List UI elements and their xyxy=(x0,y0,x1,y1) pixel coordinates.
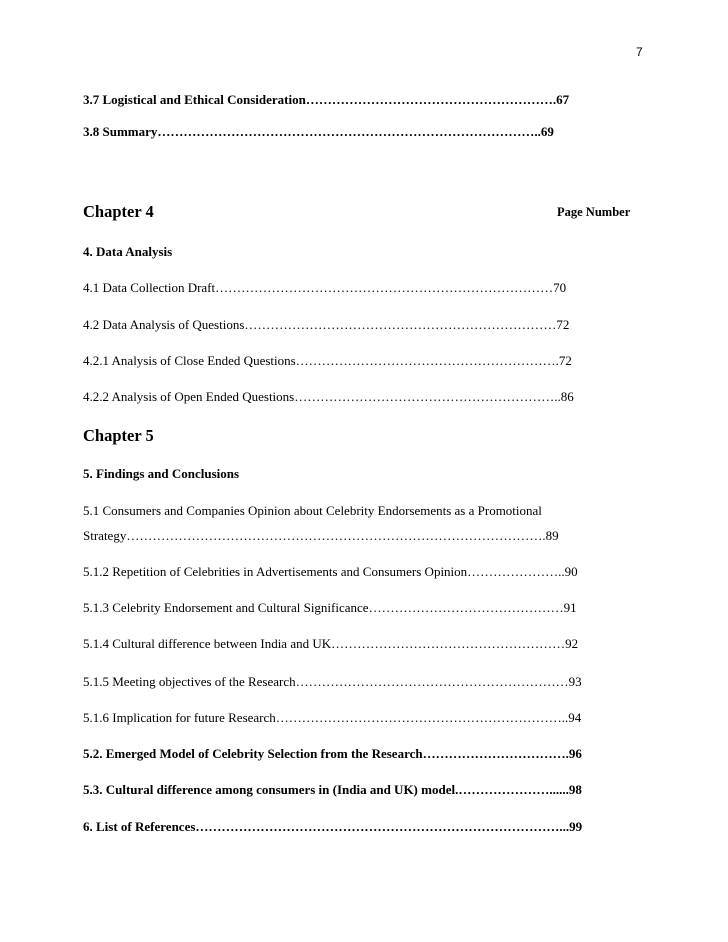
toc-entry-4-2: 4.2 Data Analysis of Questions………………………………………………………………72 xyxy=(83,317,570,332)
toc-entry-5-1-2: 5.1.2 Repetition of Celebrities in Advertisements and Consumers Opinion…………………..90 xyxy=(83,564,578,579)
page-number-heading: Page Number xyxy=(557,205,631,219)
toc-entry-5-1-6: 5.1.6 Implication for future Research…………………………………………………………..94 xyxy=(83,710,582,725)
chapter-5-heading: Chapter 5 xyxy=(83,426,154,445)
toc-entry-4: 4. Data Analysis xyxy=(83,244,173,259)
toc-entry-5: 5. Findings and Conclusions xyxy=(83,466,240,481)
toc-entry-5-1-5: 5.1.5 Meeting objectives of the Research………………………………………………………93 xyxy=(83,674,582,689)
toc-entry-3-7: 3.7 Logistical and Ethical Consideration………………………………………………….67 xyxy=(83,92,570,107)
toc-entry-3-8: 3.8 Summary……………………………………………………………………………..69 xyxy=(83,124,554,139)
toc-entry-5-1: 5.1 Consumers and Companies Opinion about Celebrity Endorsements as a Promotional xyxy=(83,503,542,518)
page-number: 7 xyxy=(636,45,643,59)
toc-entry-5-2: 5.2. Emerged Model of Celebrity Selection from the Research…………………………….96 xyxy=(83,746,582,761)
chapter-4-heading: Chapter 4 xyxy=(83,202,154,221)
toc-entry-6: 6. List of References…………………………………………………………………………...99 xyxy=(83,819,583,834)
toc-entry-5-1-3: 5.1.3 Celebrity Endorsement and Cultural Significance………………………………………91 xyxy=(83,600,577,615)
toc-entry-5-1-4: 5.1.4 Cultural difference between India and UK………………………………………………92 xyxy=(83,636,579,651)
toc-entry-5-3: 5.3. Cultural difference among consumers in (India and UK) model.…………………......98 xyxy=(83,782,582,797)
toc-entry-4-2-2: 4.2.2 Analysis of Open Ended Questions……………………………………………………..86 xyxy=(83,389,574,404)
toc-entry-5-1-continued: Strategy…………………………………………………………………………………….89 xyxy=(83,528,559,543)
toc-entry-4-1: 4.1 Data Collection Draft……………………………………………………………………70 xyxy=(83,280,567,295)
toc-entry-4-2-1: 4.2.1 Analysis of Close Ended Questions…………………………………………………….72 xyxy=(83,353,572,368)
